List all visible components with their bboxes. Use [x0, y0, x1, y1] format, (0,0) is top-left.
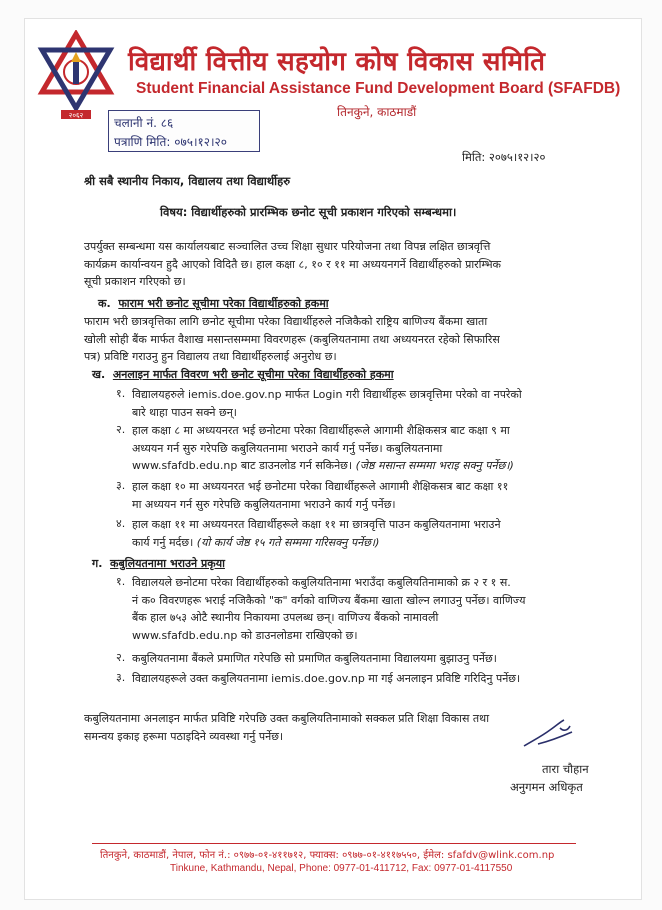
- subject-line: विषय: विद्यार्थीहरुको प्रारम्भिक छनोट सूची प्रकाशन गरिएको सम्बन्धमा।: [160, 205, 457, 219]
- org-title-nepali: विद्यार्थी वित्तीय सहयोग कोष विकास समिति: [128, 47, 546, 77]
- deadline-note: (जेष्ठ मसान्त सम्ममा भराइ सक्नु पर्नेछ।): [355, 459, 514, 472]
- section-label: क.: [98, 297, 111, 310]
- org-title-english: Student Financial Assistance Fund Development Board (SFAFDB): [136, 80, 621, 97]
- item-number: २.: [116, 651, 126, 664]
- section-ka-line: फाराम भरी छात्रवृत्तिका लागि छनोट सूचीमा परेका विद्यार्थीहरुले नजिकैको राष्ट्रिय बाणिज्य बैंकमा खाता: [84, 315, 488, 328]
- letter-date: मिति: २०७५।१२।२०: [462, 150, 546, 164]
- signatory-title: अनुगमन अधिकृत: [510, 780, 583, 794]
- section-kha-heading: [92, 367, 394, 382]
- footer-contact-english: Tinkune, Kathmandu, Nepal, Phone: 0977-01-411712, Fax: 0977-01-4117550: [170, 863, 513, 874]
- chalani-number: चलानी नं. ८६: [114, 116, 174, 130]
- logo-year: २०६२: [68, 111, 84, 120]
- intro-paragraph: [84, 238, 594, 291]
- item-number: ३.: [116, 671, 126, 684]
- section-ka-heading: [98, 296, 329, 311]
- section-ga-item-2: कबुलियतनामा बैंकले प्रमाणित गरेपछि सो प्रमाणित कबुलियतनामा विद्यालयमा बुझाउनु पर्नेछ।: [132, 652, 497, 665]
- intro-line: उपर्युक्त सम्बन्धमा यस कार्यालयबाट सञ्चालित उच्च शिक्षा सुधार परियोजना तथा विपन्न लक्षित छात्रवृत्ति: [84, 240, 491, 253]
- deadline-note: (यो कार्य जेष्ठ १५ गते सम्ममा गरिसक्नु पर्नेछ।): [196, 535, 380, 549]
- section-kha-item-1: विद्यालयहरुले iemis.doe.gov.np मार्फत Login गरी विद्यार्थीहरू छात्रवृत्तिमा परेको वा नपरेको बारे थाहा पाउन सक्ने छन्।: [132, 388, 522, 419]
- item-number: २.: [116, 423, 126, 436]
- item-number: १.: [116, 575, 126, 588]
- section-title: फाराम भरी छनोट सूचीमा परेका विद्यार्थीहरुको हकमा: [118, 297, 329, 310]
- org-address: तिनकुने, काठमाडौं: [337, 105, 417, 119]
- section-label: ख.: [92, 368, 106, 381]
- closing-paragraph: कबुलियतनामा अनलाइन मार्फत प्रविष्टि गरेपछि उक्त कबुलियतिनामाको सक्कल प्रति शिक्षा विकास तथा समन्वय इकाइ हरूमा पठाइदिने व्यवस्था गर्नु पर्नेछ।: [84, 712, 490, 743]
- signature-scribble: [520, 716, 576, 752]
- section-kha-item-2: हाल कक्षा ८ मा अध्ययनरत भई छनोटमा परेका विद्यार्थीहरूले आगामी शैक्षिकसत्र बाट कक्षा ९ मा अध्ययन गर्न सुरु गरेपछि कबुलियतनामा भराउने कार्य गर्नु पर्नेछ। कबुलियतनामा www.sfafdb.edu.np बाट डाउनलोड गर्न सकिनेछ। (जेष्ठ मसान्त सम्ममा भराइ सक्नु पर्नेछ।): [132, 424, 514, 472]
- item-number: १.: [116, 387, 126, 400]
- item-number: ३.: [116, 479, 126, 492]
- section-label: ग.: [92, 557, 103, 570]
- footer-contact-nepali: तिनकुने, काठमाडौं, नेपाल, फोन नं.: ०९७७-०१-४११७१२, फ्याक्स: ०९७७-०१-४११७५५०, ईमेल: sfafdv@wlink.com.np: [100, 850, 555, 861]
- intro-line: कार्यक्रम कार्यान्वयन हुदै आएको विदितै छ। हाल कक्षा ८, १० र ११ मा अध्ययनगर्ने विद्यार्थीहरुको प्रारम्भिक: [84, 257, 502, 271]
- section-title: कबुलियतनामा भराउने प्रकृया: [110, 557, 225, 570]
- recipient: श्री सबै स्थानीय निकाय, विद्यालय तथा विद्यार्थीहरु: [84, 174, 291, 188]
- section-ga-heading: [92, 556, 225, 571]
- section-ka-line: खोली सोही बैंक मार्फत वैशाख मसान्तसम्ममा विवरणहरू (कबुलियतनामा तथा अध्ययनरत रहेको सिफारिस: [84, 332, 500, 346]
- sfafdb-logo: [36, 30, 116, 120]
- section-ka-line: पत्र) प्रविष्टि गराउनु हुन विद्यालय तथा विद्यार्थीहरुलाई अनुरोध छ।: [84, 350, 337, 363]
- section-kha-item-3: हाल कक्षा १० मा अध्ययनरत भई छनोटमा परेका विद्यार्थीहरूले आगामी शैक्षिकसत्र बाट कक्षा ११ मा अध्ययन गर्न सुरु गरेपछि कबुलियतनामा भराउने कार्य गर्नु पर्नेछ।: [132, 480, 509, 511]
- patra-date: पत्राणि मिति: ०७५।१२।२०: [114, 135, 228, 149]
- section-kha-item-4: हाल कक्षा ११ मा अध्ययनरत विद्यार्थीहरूले कक्षा ११ मा छात्रवृत्ति पाउन कबुलियतनामा भराउने कार्य गर्नु मर्दछ। (यो कार्य जेष्ठ १५ गते सम्ममा गरिसक्नु पर्नेछ।): [132, 518, 501, 549]
- signatory-name: तारा चौहान: [542, 762, 589, 776]
- footer-divider: [92, 843, 576, 844]
- section-title: अनलाइन मार्फत विवरण भरी छनोट सूचीमा परेका विद्यार्थीहरुको हकमा: [112, 368, 394, 381]
- intro-line: सूची प्रकाशन गरिएको छ।: [84, 275, 186, 288]
- section-ga-item-1: विद्यालयले छनोटमा परेका विद्यार्थीहरुको कबुलियतिनामा भराउँदा कबुलियतिनामाको क्र २ र १ स. नं क० विवरणहरू भराई नजिकैको "क" वर्गको वाणिज्य बैंकमा खाता खोल्न लगाउनु पर्नेछ। वाणिज्य बैंक हाल ७५३ ओटै स्थानीय निकायमा उपलब्ध छन्। वाणिज्य बैंकको नामावली www.sfafdb.edu.np को डाउनलोडमा राखिएको छ।: [132, 576, 526, 642]
- item-number: ४.: [116, 517, 126, 530]
- section-ga-item-3: विद्यालयहरूले उक्त कबुलियतनामा iemis.doe.gov.np मा गई अनलाइन प्रविष्टि गरिदिनु पर्नेछ।: [132, 672, 521, 685]
- section-ka-body: [84, 313, 594, 366]
